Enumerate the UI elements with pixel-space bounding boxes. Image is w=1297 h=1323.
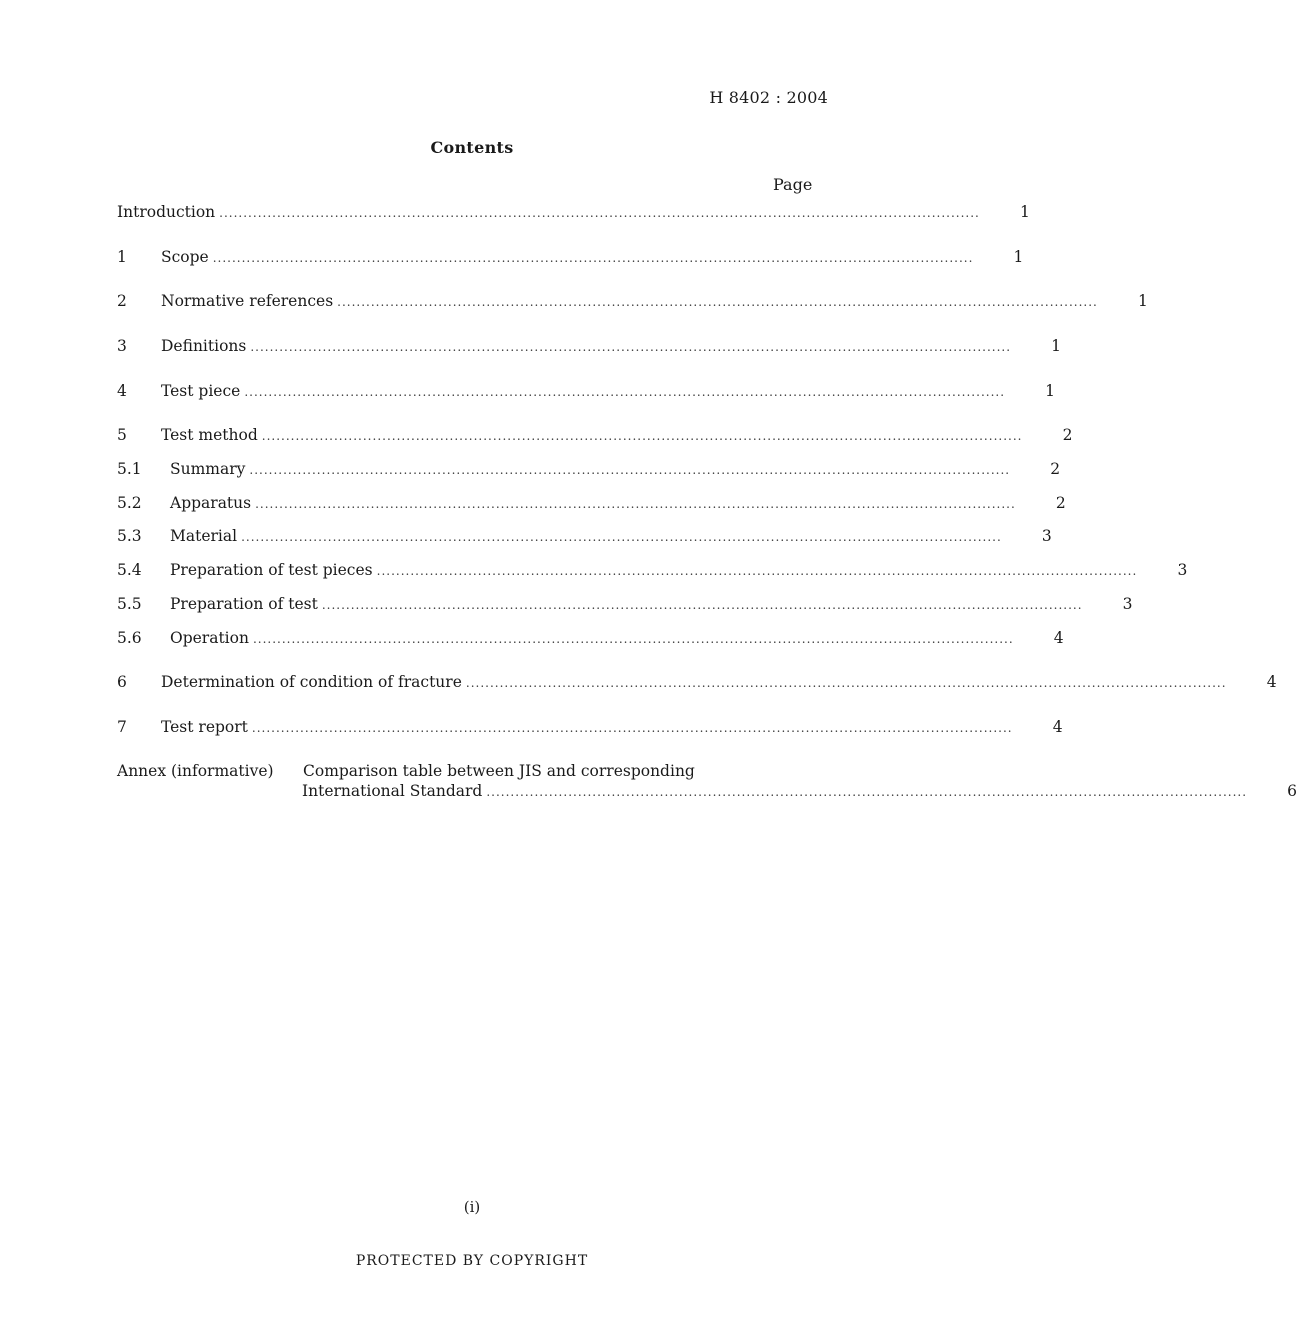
toc-leader: .............................................................................................................................................................. bbox=[219, 206, 980, 220]
toc-entry-label: Preparation of test pieces bbox=[170, 561, 373, 579]
page-number: (i) bbox=[463, 1198, 481, 1216]
toc-entry-page: 2 bbox=[1062, 426, 1073, 444]
toc-entry-summary[interactable] bbox=[117, 460, 1061, 482]
toc-entry-label: Material bbox=[170, 527, 238, 545]
toc-leader: .............................................................................................................................................................. bbox=[212, 251, 974, 265]
toc-entry-determination-of-fracture[interactable] bbox=[117, 673, 1277, 695]
toc-entry-number: 5.6 bbox=[117, 629, 142, 647]
document-id: H 8402 : 2004 bbox=[709, 88, 828, 107]
toc-entry-label: Determination of condition of fracture bbox=[161, 673, 462, 691]
toc-entry-label: Summary bbox=[170, 460, 246, 478]
toc-entry-scope[interactable] bbox=[117, 248, 1024, 270]
toc-entry-test-method[interactable] bbox=[117, 426, 1073, 448]
toc-entry-page: 2 bbox=[1055, 494, 1066, 512]
toc-entry-label: Introduction bbox=[117, 203, 216, 221]
toc-leader: .............................................................................................................................................................. bbox=[252, 632, 1014, 646]
toc-entry-number: 1 bbox=[117, 248, 127, 266]
toc-entry-annex[interactable] bbox=[302, 782, 1297, 804]
toc-entry-number: 5.4 bbox=[117, 561, 142, 579]
toc-entry-page: 3 bbox=[1177, 561, 1188, 579]
toc-entry-number: 4 bbox=[117, 382, 127, 400]
toc-entry-number: 7 bbox=[117, 718, 127, 736]
contents-title: Contents bbox=[430, 138, 514, 157]
toc-leader: .............................................................................................................................................................. bbox=[244, 385, 1006, 399]
toc-entry-preparation-of-test[interactable] bbox=[117, 595, 1133, 617]
toc-annex-heading[interactable] bbox=[117, 762, 695, 780]
toc-entry-number: 2 bbox=[117, 292, 127, 310]
toc-entry-operation[interactable] bbox=[117, 629, 1064, 651]
annex-title-line2: International Standard bbox=[302, 782, 483, 800]
toc-entry-number: 6 bbox=[117, 673, 127, 691]
toc-entry-label: Test piece bbox=[161, 382, 241, 400]
toc-leader: .............................................................................................................................................................. bbox=[337, 295, 1098, 309]
annex-label: Annex (informative) bbox=[117, 762, 274, 780]
toc-entry-page: 1 bbox=[1013, 248, 1024, 266]
toc-entry-number: 5 bbox=[117, 426, 127, 444]
toc-leader: .............................................................................................................................................................. bbox=[376, 564, 1138, 578]
toc-entry-page: 1 bbox=[1051, 337, 1062, 355]
toc-entry-number: 3 bbox=[117, 337, 127, 355]
toc-entry-page: 4 bbox=[1052, 718, 1063, 736]
annex-title-line1: Comparison table between JIS and corresponding bbox=[303, 762, 695, 780]
toc-leader: .............................................................................................................................................................. bbox=[251, 721, 1013, 735]
toc-leader: .............................................................................................................................................................. bbox=[465, 676, 1227, 690]
toc-entry-page: 1 bbox=[1019, 203, 1030, 221]
copyright-notice: PROTECTED BY COPYRIGHT bbox=[355, 1253, 589, 1269]
toc-entry-label: Normative references bbox=[161, 292, 334, 310]
toc-entry-definitions[interactable] bbox=[117, 337, 1062, 359]
toc-leader: .............................................................................................................................................................. bbox=[486, 785, 1248, 799]
toc-entry-label: Scope bbox=[161, 248, 209, 266]
toc-entry-page: 4 bbox=[1266, 673, 1277, 691]
toc-leader: .............................................................................................................................................................. bbox=[241, 530, 1002, 544]
toc-entry-introduction[interactable] bbox=[117, 203, 1030, 225]
toc-leader: .............................................................................................................................................................. bbox=[250, 340, 1012, 354]
toc-entry-label: Operation bbox=[170, 629, 249, 647]
toc-entry-number: 5.2 bbox=[117, 494, 142, 512]
toc-entry-page: 3 bbox=[1122, 595, 1133, 613]
toc-entry-label: Apparatus bbox=[170, 494, 252, 512]
toc-entry-normative-references[interactable] bbox=[117, 292, 1148, 314]
toc-entry-page: 1 bbox=[1137, 292, 1148, 310]
toc-entry-page: 3 bbox=[1041, 527, 1052, 545]
toc-entry-test-report[interactable] bbox=[117, 718, 1063, 740]
toc-leader: .............................................................................................................................................................. bbox=[261, 429, 1023, 443]
toc-entry-test-piece[interactable] bbox=[117, 382, 1056, 404]
page-column-label: Page bbox=[773, 175, 813, 194]
toc-entry-page: 1 bbox=[1045, 382, 1056, 400]
toc-leader: .............................................................................................................................................................. bbox=[249, 463, 1011, 477]
toc-entry-number: 5.1 bbox=[117, 460, 142, 478]
toc-entry-page: 4 bbox=[1053, 629, 1064, 647]
toc-leader: .............................................................................................................................................................. bbox=[255, 497, 1016, 511]
toc-entry-label: Preparation of test bbox=[170, 595, 318, 613]
toc-entry-preparation-of-test-pieces[interactable] bbox=[117, 561, 1188, 583]
toc-entry-label: Definitions bbox=[161, 337, 247, 355]
toc-entry-page: 6 bbox=[1287, 782, 1297, 800]
toc-entry-number: 5.5 bbox=[117, 595, 142, 613]
toc-leader: .............................................................................................................................................................. bbox=[321, 598, 1083, 612]
toc-entry-apparatus[interactable] bbox=[117, 494, 1066, 516]
toc-entry-number: 5.3 bbox=[117, 527, 142, 545]
toc-entry-page: 2 bbox=[1050, 460, 1061, 478]
toc-entry-material[interactable] bbox=[117, 527, 1052, 549]
toc-entry-label: Test method bbox=[161, 426, 258, 444]
toc-entry-label: Test report bbox=[161, 718, 248, 736]
